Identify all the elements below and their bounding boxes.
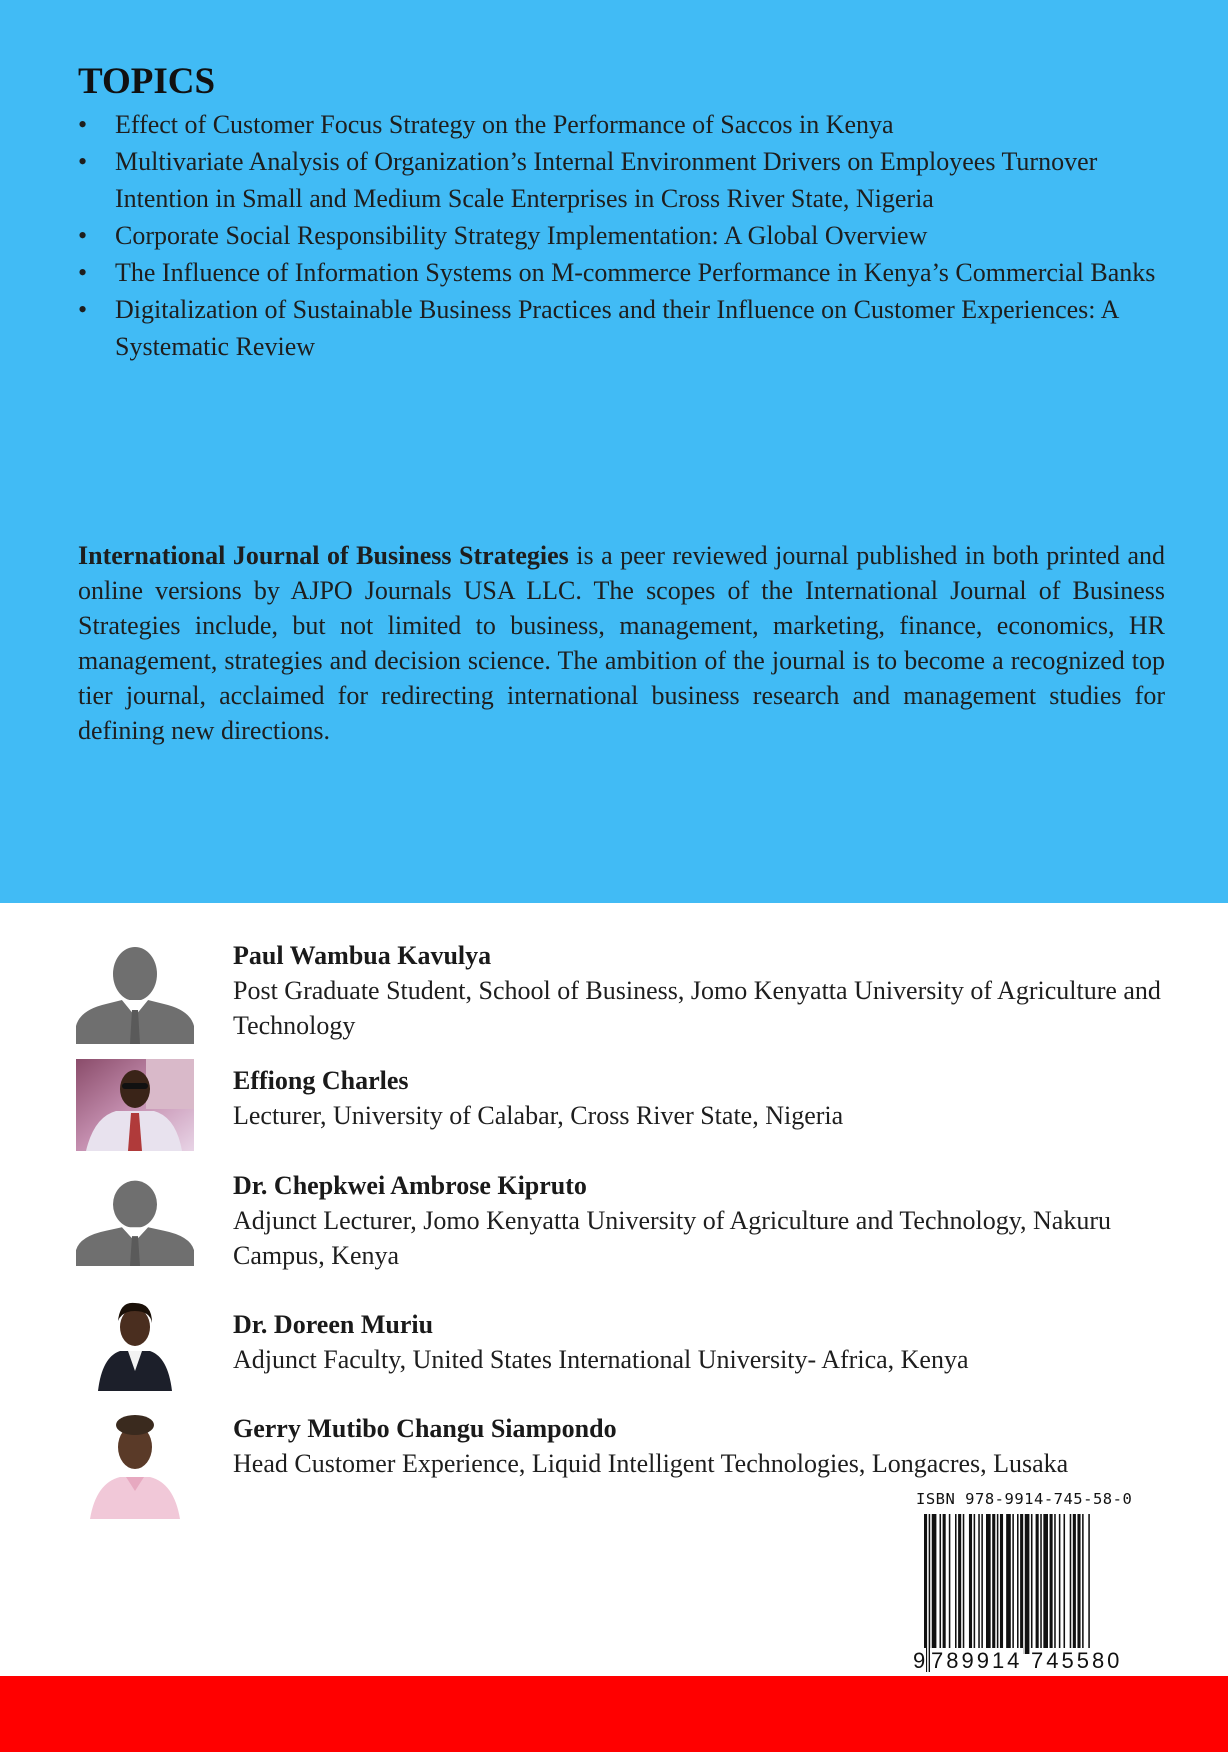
barcode-bar (1020, 1514, 1023, 1654)
portrait-photo (76, 1059, 194, 1151)
barcode-bar (1036, 1514, 1039, 1654)
author-affiliation: Lecturer, University of Calabar, Cross River State, Nigeria (233, 1101, 844, 1130)
author-name: Paul Wambua Kavulya (233, 941, 492, 970)
barcode-bar (963, 1514, 965, 1654)
barcode-bar (932, 1514, 937, 1654)
barcode-bar (1070, 1514, 1072, 1654)
barcode-bar (1017, 1514, 1019, 1654)
barcode-bar (1073, 1514, 1076, 1654)
barcode-bar (1025, 1514, 1030, 1654)
journal-description (78, 538, 1165, 748)
author-name: Dr. Chepkwei Ambrose Kipruto (233, 1171, 587, 1200)
silhouette-icon (76, 944, 194, 1044)
author-affiliation: Adjunct Faculty, United States International University- Africa, Kenya (233, 1345, 969, 1374)
barcode-bar (958, 1514, 961, 1654)
barcode-bar (940, 1514, 942, 1654)
topic-item: • Multivariate Analysis of Organization’s Internal Environment Drivers on Employees Turnover Intention in Small and Medium Scale Enterprises in Cross River State, Nigeria (78, 143, 1188, 217)
barcode-digits-left: 789914 (931, 1648, 1023, 1673)
barcode-bar (955, 1514, 957, 1654)
barcode-bar (1000, 1514, 1003, 1654)
author-name: Effiong Charles (233, 1066, 409, 1095)
author-affiliation: Post Graduate Student, School of Business, Jomo Kenyatta University of Agriculture and Technology (233, 976, 1161, 1040)
barcode-bar (969, 1514, 972, 1654)
bottom-band (0, 1676, 1228, 1752)
author-affiliation: Head Customer Experience, Liquid Intelligent Technologies, Longacres, Lusaka (233, 1449, 1069, 1478)
barcode-bar (1064, 1514, 1066, 1654)
topics-title: TOPICS (78, 61, 216, 102)
barcode-digits-right: 745580 (1031, 1648, 1123, 1673)
barcode-bar (997, 1514, 999, 1654)
author-name: Gerry Mutibo Changu Siampondo (233, 1414, 617, 1443)
barcode-bar (949, 1514, 951, 1654)
author-name: Dr. Doreen Muriu (233, 1310, 434, 1339)
barcode-bar (1012, 1514, 1014, 1654)
barcode-bar (1054, 1514, 1056, 1654)
barcode-bar (1040, 1514, 1042, 1654)
topic-item: • The Influence of Information Systems on M-commerce Performance in Kenya’s Commercial Banks (78, 254, 1188, 291)
topic-item: • Digitalization of Sustainable Business Practices and their Influence on Customer Experiences: A Systematic Review (78, 291, 1188, 365)
barcode-bar (974, 1514, 976, 1654)
barcode-digit-first: 9 (913, 1648, 926, 1673)
barcode-bar (1050, 1514, 1053, 1654)
barcode-bar (1082, 1514, 1084, 1654)
barcode-bar (1077, 1514, 1080, 1654)
portrait-photo (76, 1407, 194, 1519)
topics-list (78, 106, 1188, 365)
barcode-bar (981, 1514, 983, 1654)
barcode-bar (1043, 1514, 1048, 1654)
topic-item: • Corporate Social Responsibility Strategy Implementation: A Global Overview (78, 217, 1188, 254)
topic-item: • Effect of Customer Focus Strategy on the Performance of Saccos in Kenya (78, 106, 1188, 143)
author-affiliation: Adjunct Lecturer, Jomo Kenyatta University of Agriculture and Technology, Nakuru Campus, Kenya (233, 1206, 1112, 1270)
barcode-bar (943, 1514, 946, 1654)
silhouette-icon (76, 1178, 194, 1266)
journal-description-text: is a peer reviewed journal published in both printed and online versions by AJPO Journals USA LLC. The scopes of the International Journal of Business Strategies include, but not limited to business, management, marketing, finance, economics, HR management, strategies and decision science. The ambition of the journal is to become a recognized top tier journal, acclaimed for redirecting international business research and management studies for defining new directions. (78, 541, 1165, 745)
barcode-bar (986, 1514, 991, 1654)
portrait-photo (76, 1291, 194, 1391)
barcode-bar (1031, 1514, 1033, 1654)
isbn-label: ISBN 978-9914-745-58-0 (916, 1490, 1133, 1508)
barcode-bar (978, 1514, 980, 1654)
barcode-bar (992, 1514, 995, 1654)
barcode-digits (912, 1648, 1138, 1674)
journal-name: International Journal of Business Strategies (78, 541, 569, 570)
barcode-bar (1059, 1514, 1061, 1654)
